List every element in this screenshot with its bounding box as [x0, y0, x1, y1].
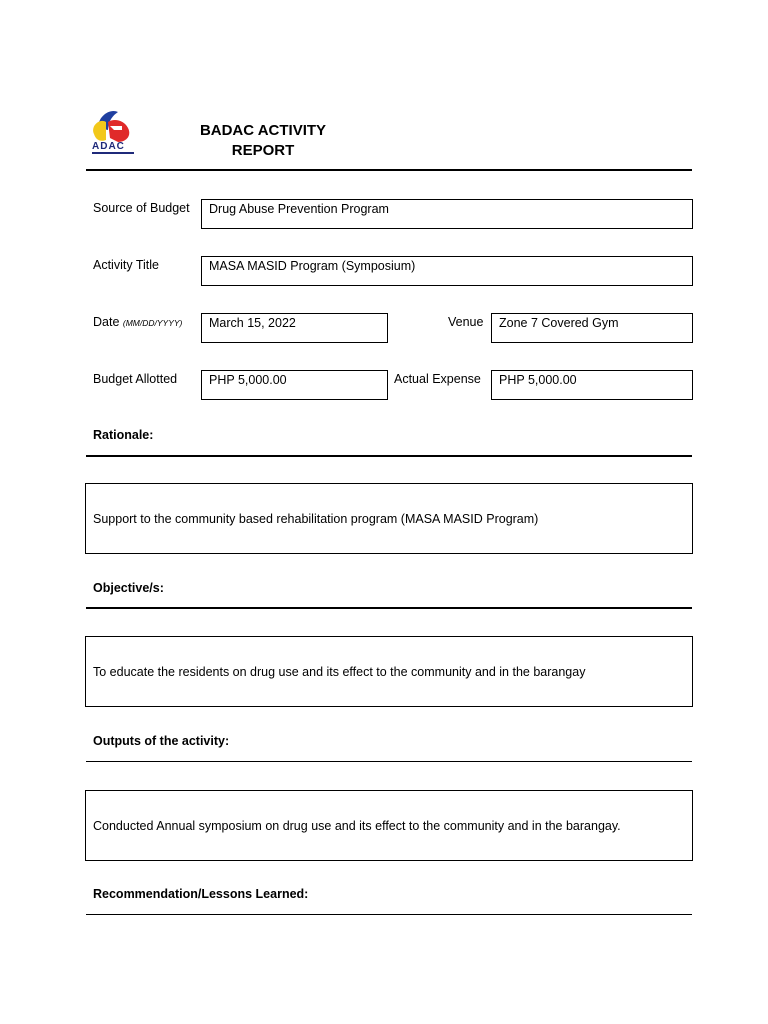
outputs-label: Outputs of the activity:	[93, 734, 230, 748]
date-format-hint: (MM/DD/YYYY)	[122, 318, 183, 328]
header-divider	[86, 169, 692, 171]
outputs-textbox[interactable]	[85, 790, 693, 861]
outputs-divider	[86, 761, 692, 762]
budget-allotted-field[interactable]: PHP 5,000.00	[201, 370, 388, 400]
venue-field[interactable]: Zone 7 Covered Gym	[491, 313, 693, 343]
activity-title-field[interactable]: MASA MASID Program (Symposium)	[201, 256, 693, 286]
budget-allotted-label: Budget Allotted	[93, 372, 178, 386]
actual-expense-field[interactable]: PHP 5,000.00	[491, 370, 693, 400]
objectives-divider	[86, 607, 692, 609]
objectives-text: To educate the residents on drug use and its effect to the community and in the barangay	[93, 664, 586, 679]
venue-label: Venue	[448, 315, 484, 329]
title-line-2: REPORT	[231, 142, 295, 159]
objectives-textbox[interactable]	[85, 636, 693, 707]
actual-expense-label: Actual Expense	[394, 372, 481, 386]
objectives-label: Objective/s:	[93, 581, 164, 595]
recommendation-divider	[86, 914, 692, 915]
source-of-budget-field[interactable]: Drug Abuse Prevention Program	[201, 199, 693, 229]
rationale-label: Rationale:	[93, 428, 154, 442]
outputs-text: Conducted Annual symposium on drug use and its effect to the community and in the barangay.	[93, 818, 621, 833]
date-field[interactable]: March 15, 2022	[201, 313, 388, 343]
rationale-text: Support to the community based rehabilitation program (MASA MASID Program)	[93, 511, 539, 526]
activity-title-label: Activity Title	[93, 258, 159, 272]
recommendation-label: Recommendation/Lessons Learned:	[93, 887, 309, 901]
logo-text: ADAC	[92, 141, 125, 152]
source-of-budget-label: Source of Budget	[93, 201, 190, 215]
title-line-1: BADAC ACTIVITY	[199, 122, 327, 139]
page-title	[190, 121, 336, 161]
date-label	[93, 315, 182, 329]
rationale-divider	[86, 455, 692, 457]
logo-underline	[92, 152, 134, 154]
date-label-text: Date	[93, 315, 120, 329]
rationale-textbox[interactable]	[85, 483, 693, 554]
